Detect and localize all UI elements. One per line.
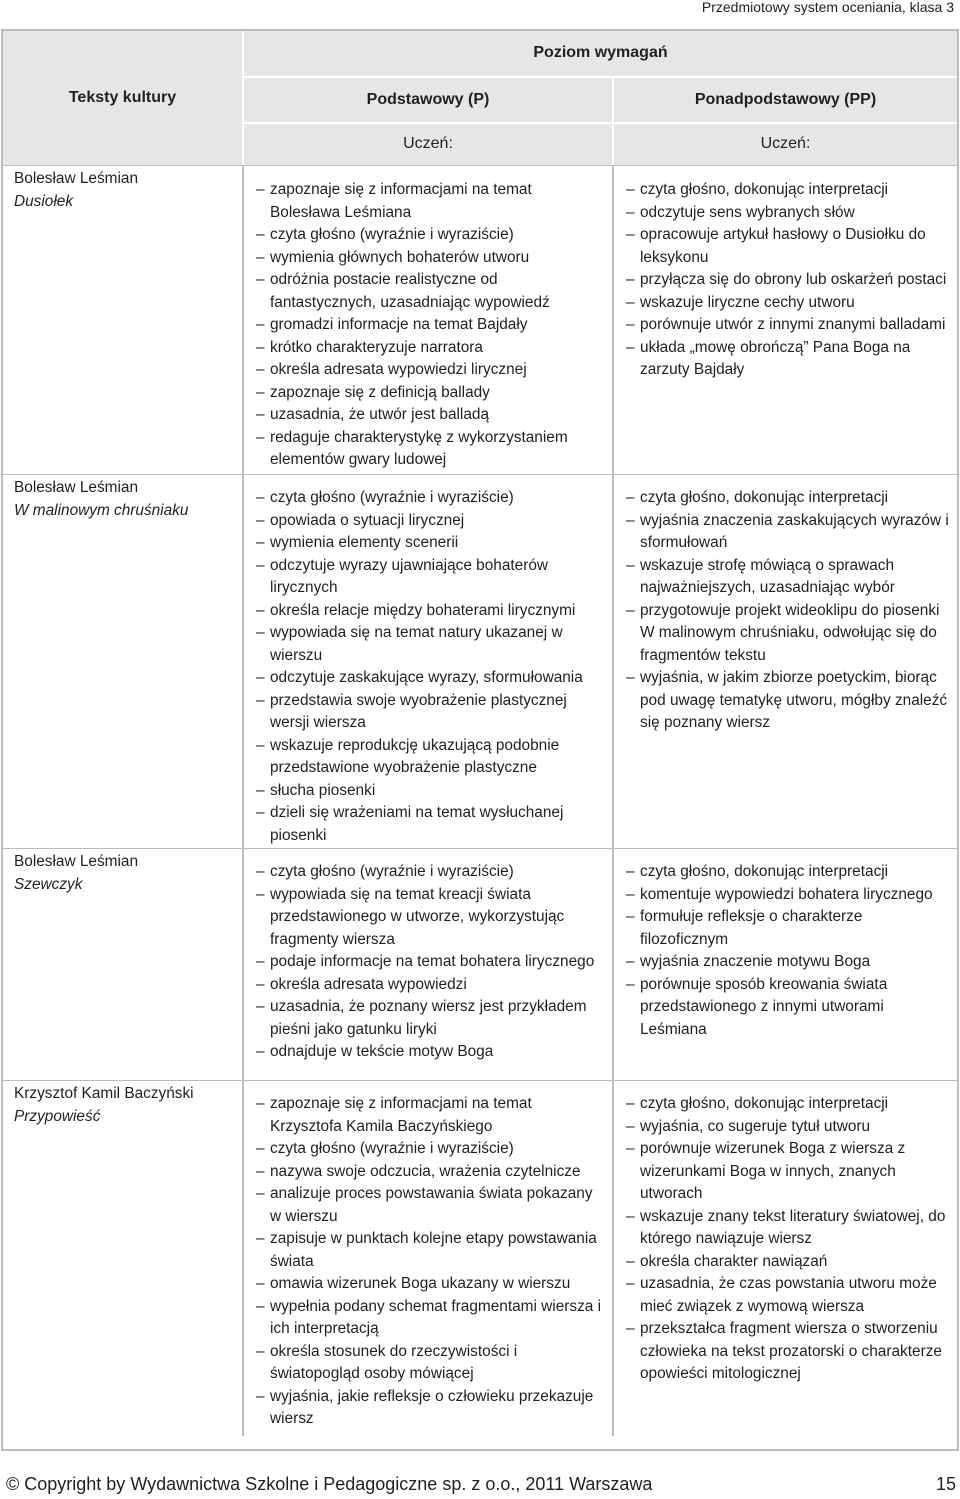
requirement-item: – wskazuje znany tekst literatury światowej, do którego nawiązuje wiersz: [626, 1206, 949, 1251]
copyright-text: © Copyright by Wydawnictwa Szkolne i Pedagogiczne sp. z o.o., 2011 Warszawa: [6, 1474, 653, 1494]
text-title-cell: [3, 848, 244, 1080]
student-label-basic-text: Uczeń:: [403, 135, 453, 153]
text-title-cell: [3, 1080, 244, 1436]
requirements-advanced-cell: [614, 474, 957, 848]
requirement-item: – wypełnia podany schemat fragmentami wiersza i ich interpretacją: [256, 1296, 604, 1341]
text-title-cell: [3, 165, 244, 474]
requirement-item: – wskazuje liryczne cechy utworu: [626, 292, 949, 315]
requirement-item: – wskazuje reprodukcję ukazującą podobnie przedstawione wyobrażenie plastyczne: [256, 735, 604, 780]
requirements-basic-cell: [244, 474, 614, 848]
requirement-item: – określa charakter nawiązań: [626, 1251, 949, 1274]
requirements-advanced-list: [626, 1093, 949, 1386]
requirements-table: [3, 31, 957, 1449]
level-header-advanced-label: Ponadpodstawowy (PP): [694, 90, 877, 108]
requirement-item: – określa adresata wypowiedzi: [256, 974, 604, 997]
requirements-basic-list: [256, 1093, 604, 1431]
requirement-item: – zapoznaje się z informacjami na temat Krzysztofa Kamila Baczyńskiego: [256, 1093, 604, 1138]
requirement-item: – czyta głośno (wyraźnie i wyraziście): [256, 487, 604, 510]
requirement-item: – czyta głośno (wyraźnie i wyraziście): [256, 224, 604, 247]
requirement-item: – zapoznaje się z informacjami na temat Bolesława Leśmiana: [256, 179, 604, 224]
requirements-basic-list: [256, 179, 604, 472]
work-title: Szewczyk: [14, 875, 83, 893]
requirement-item: – wyjaśnia znaczenie motywu Boga: [626, 951, 949, 974]
requirement-item: – podaje informacje na temat bohatera lirycznego: [256, 951, 604, 974]
author-name: Bolesław Leśmian: [14, 853, 139, 870]
requirement-item: – komentuje wypowiedzi bohatera lirycznego: [626, 884, 949, 907]
requirement-item: – omawia wizerunek Boga ukazany w wierszu: [256, 1273, 604, 1296]
requirement-item: – krótko charakteryzuje narratora: [256, 337, 604, 360]
requirements-advanced-list: [626, 861, 949, 1041]
student-label-basic: [244, 124, 614, 165]
work-title: Przypowieść: [14, 1107, 101, 1125]
requirement-item: – analizuje proces powstawania świata pokazany w wierszu: [256, 1183, 604, 1228]
requirement-item: – opracowuje artykuł hasłowy o Dusiołku do leksykonu: [626, 224, 949, 269]
requirement-item: – uzasadnia, że poznany wiersz jest przykładem pieśni jako gatunku liryki: [256, 996, 604, 1041]
requirements-advanced-cell: [614, 848, 957, 1080]
author-name: Bolesław Leśmian: [14, 479, 139, 496]
requirement-item: – wypowiada się na temat kreacji świata przedstawionego w utworze, wykorzystując fragmenty wiersza: [256, 884, 604, 952]
requirement-item: – gromadzi informacje na temat Bajdały: [256, 314, 604, 337]
requirement-item: – wskazuje strofę mówiącą o sprawach najważniejszych, uzasadniając wybór: [626, 555, 949, 600]
requirement-item: – przekształca fragment wiersza o stworzeniu człowieka na tekst prozatorski o charakterze opowieści mitologicznej: [626, 1318, 949, 1386]
column-header-texts: [3, 31, 244, 165]
requirements-basic-cell: [244, 1080, 614, 1436]
requirement-item: – wyjaśnia, co sugeruje tytuł utworu: [626, 1116, 949, 1139]
requirements-advanced-list: [626, 179, 949, 382]
requirement-item: – słucha piosenki: [256, 780, 604, 803]
requirement-item: – porównuje wizerunek Boga z wiersza z wizerunkami Boga w innych, znanych utworach: [626, 1138, 949, 1206]
work-title: W malinowym chruśniaku: [14, 501, 189, 519]
requirement-item: – określa stosunek do rzeczywistości i światopogląd osoby mówiącej: [256, 1341, 604, 1386]
student-label-advanced: [614, 124, 957, 165]
author-name: Bolesław Leśmian: [14, 170, 139, 187]
requirement-item: – nazywa swoje odczucia, wrażenia czytelnicze: [256, 1161, 604, 1184]
requirement-item: – dzieli się wrażeniami na temat wysłuchanej piosenki: [256, 802, 604, 847]
requirements-basic-list: [256, 861, 604, 1064]
requirements-basic-cell: [244, 165, 614, 474]
requirement-item: – wyjaśnia, jakie refleksje o człowieku przekazuje wiersz: [256, 1386, 604, 1431]
page-number: 15: [935, 1474, 956, 1494]
level-header-basic-label: Podstawowy (P): [366, 90, 490, 108]
requirement-item: – czyta głośno, dokonując interpretacji: [626, 179, 949, 202]
requirement-item: – czyta głośno, dokonując interpretacji: [626, 1093, 949, 1116]
requirement-item: – odczytuje zaskakujące wyrazy, sformułowania: [256, 667, 604, 690]
requirement-item: – wyjaśnia, w jakim zbiorze poetyckim, biorąc pod uwagę tematykę utworu, mógłby znaleźć się poznany wiersz: [626, 667, 949, 735]
requirement-item: – czyta głośno, dokonując interpretacji: [626, 861, 949, 884]
requirement-item: – czyta głośno, dokonując interpretacji: [626, 487, 949, 510]
requirement-item: – wyjaśnia znaczenia zaskakujących wyrazów i sformułowań: [626, 510, 949, 555]
requirement-item: – czyta głośno (wyraźnie i wyraziście): [256, 861, 604, 884]
requirement-item: – uzasadnia, że utwór jest balladą: [256, 404, 604, 427]
level-header-advanced: [614, 78, 957, 124]
requirements-advanced-list: [626, 487, 949, 735]
requirements-advanced-cell: [614, 165, 957, 474]
requirement-item: – określa adresata wypowiedzi lirycznej: [256, 359, 604, 382]
requirement-item: – redaguje charakterystykę z wykorzystaniem elementów gwary ludowej: [256, 427, 604, 472]
group-header-levels-label: Poziom wymagań: [533, 44, 668, 62]
requirement-item: – uzasadnia, że czas powstania utworu może mieć związek z wymową wiersza: [626, 1273, 949, 1318]
level-header-basic: [244, 78, 614, 124]
requirement-item: – określa relacje między bohaterami lirycznymi: [256, 600, 604, 623]
requirement-item: – wypowiada się na temat natury ukazanej w wierszu: [256, 622, 604, 667]
requirement-item: – przyłącza się do obrony lub oskarżeń postaci: [626, 269, 949, 292]
requirement-item: – wymienia elementy scenerii: [256, 532, 604, 555]
requirement-item: – wymienia głównych bohaterów utworu: [256, 247, 604, 270]
requirement-item: – odnajduje w tekście motyw Boga: [256, 1041, 604, 1064]
requirement-item: – porównuje sposób kreowania świata przedstawionego z innymi utworami Leśmiana: [626, 974, 949, 1042]
requirement-item: – zapoznaje się z definicją ballady: [256, 382, 604, 405]
author-name: Krzysztof Kamil Baczyński: [14, 1085, 194, 1102]
group-header-levels: [244, 31, 957, 78]
requirement-item: – porównuje utwór z innymi znanymi balladami: [626, 314, 949, 337]
requirements-advanced-cell: [614, 1080, 957, 1436]
student-label-advanced-text: Uczeń:: [760, 135, 811, 153]
requirement-item: – zapisuje w punktach kolejne etapy powstawania świata: [256, 1228, 604, 1273]
requirement-item: – formułuje refleksje o charakterze filozoficznym: [626, 906, 949, 951]
requirement-item: – układa „mowę obrończą” Pana Boga na zarzuty Bajdały: [626, 337, 949, 382]
requirement-item: – opowiada o sytuacji lirycznej: [256, 510, 604, 533]
requirement-item: – odróżnia postacie realistyczne od fantastycznych, uzasadniając wypowiedź: [256, 269, 604, 314]
requirements-basic-cell: [244, 848, 614, 1080]
column-header-texts-label: Teksty kultury: [68, 88, 177, 106]
requirement-item: – odczytuje sens wybranych słów: [626, 202, 949, 225]
requirements-basic-list: [256, 487, 604, 847]
requirement-item: – przygotowuje projekt wideoklipu do piosenki W malinowym chruśniaku, odwołując się do fragmentów tekstu: [626, 600, 949, 668]
work-title: Dusiołek: [14, 192, 74, 210]
requirement-item: – odczytuje wyrazy ujawniające bohaterów lirycznych: [256, 555, 604, 600]
running-header: Przedmiotowy system oceniania, klasa 3: [701, 0, 954, 15]
page-footer: [6, 1471, 956, 1497]
text-title-cell: [3, 474, 244, 848]
requirement-item: – przedstawia swoje wyobrażenie plastycznej wersji wiersza: [256, 690, 604, 735]
requirement-item: – czyta głośno (wyraźnie i wyraziście): [256, 1138, 604, 1161]
